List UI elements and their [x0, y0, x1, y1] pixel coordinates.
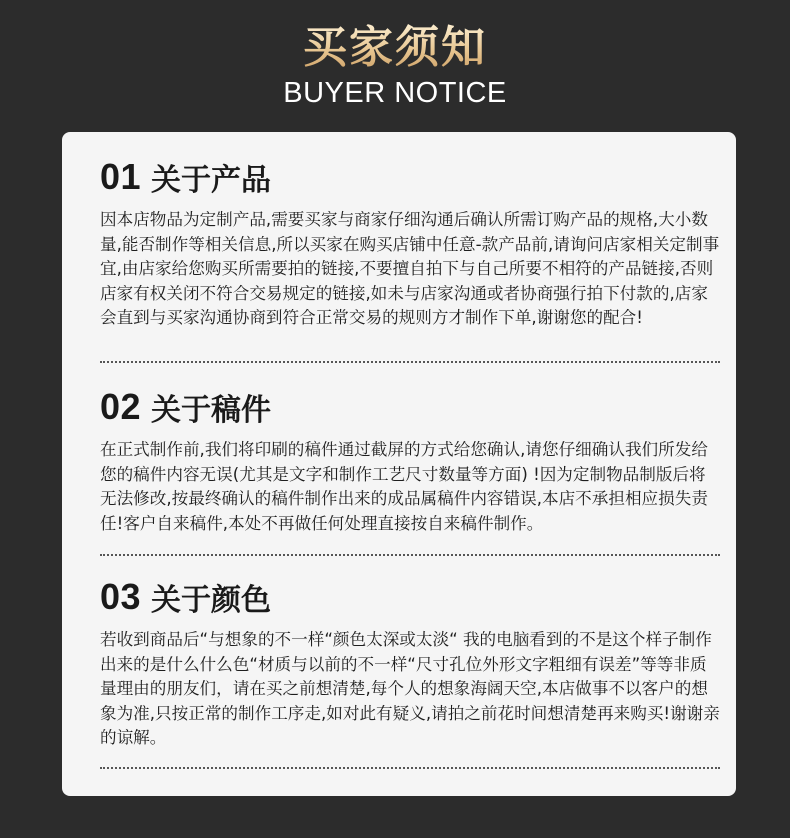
divider	[100, 361, 720, 363]
page-title: 买家须知	[0, 20, 790, 76]
divider	[100, 554, 720, 556]
section-artwork	[100, 384, 720, 536]
section-body: 若收到商品后“与想象的不一样“颜色太深或太淡“ 我的电脑看到的不是这个样子制作出来的是什么什么色“材质与以前的不一样“尺寸孔位外形文字粗细有误差”等等非质量理由的朋友们，请在买之前想清楚,每个人的想象海阔天空,本店做事不以客户的想象为准,只按正常的制作工序走,如对此有疑义,请拍之前花时间想清楚再来购买!谢谢亲的谅解。	[100, 630, 720, 747]
section-number: 02	[100, 386, 142, 427]
section-title: 关于稿件	[151, 393, 272, 428]
notice-card	[62, 132, 736, 796]
section-title: 关于颜色	[151, 583, 272, 618]
section-number: 01	[100, 156, 142, 197]
section-body: 在正式制作前,我们将印刷的稿件通过截屏的方式给您确认,请您仔细确认我们所发给您的稿件内容无误(尤其是文字和制作工艺尺寸数量等方面) !因为定制物品制版后将无法修改,按最终确认的稿件制作出来的成品属稿件内容错误,本店不承担相应损失责任!客户自来稿件,本处不再做任何处理直接按自来稿件制作。	[100, 440, 708, 533]
section-number: 03	[100, 576, 142, 617]
section-heading	[100, 154, 720, 200]
header	[0, 0, 790, 132]
section-heading	[100, 574, 720, 620]
section-body: 因本店物品为定制产品,需要买家与商家仔细沟通后确认所需订购产品的规格,大小数量,能否制作等相关信息,所以买家在购买店铺中任意-款产品前,请询问店家相关定制事宜,由店家给您购买所需要拍的链接,不要擅自拍下与自己所要不相符的产品链接,否则店家有权关闭不符合交易规定的链接,如未与店家沟通或者协商强行拍下付款的,店家会直到与买家沟通协商到符合正常交易的规则方才制作下单,谢谢您的配合!	[100, 210, 720, 327]
section-title: 关于产品	[151, 163, 272, 198]
section-product	[100, 154, 720, 331]
section-heading	[100, 384, 720, 430]
page-subtitle: BUYER NOTICE	[283, 77, 507, 109]
section-color	[100, 574, 720, 751]
divider	[100, 767, 720, 769]
